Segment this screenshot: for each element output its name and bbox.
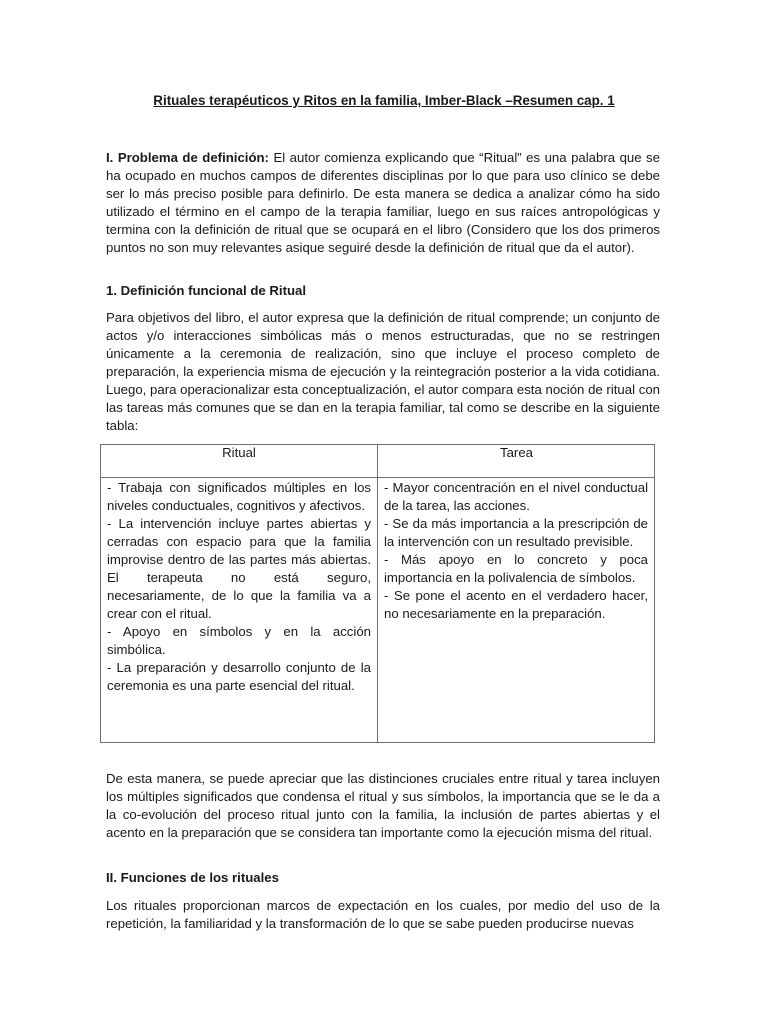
section-1-heading: I. Problema de definición:	[106, 150, 269, 165]
section-2-heading: II. Funciones de los rituales	[106, 870, 279, 885]
ritual-vs-tarea-table	[100, 444, 655, 743]
table-cell-tarea	[384, 479, 648, 623]
table-column-divider	[377, 445, 378, 742]
ritual-item: - Apoyo en símbolos y en la acción simbólica.	[107, 624, 371, 657]
section-1-text: El autor comienza explicando que “Ritual” es una palabra que se ha ocupado en muchos campos de diferentes disciplinas por lo que para uso clínico se debe ser lo más preciso posible para definirlo. De esta manera se dedica a analizar cómo ha sido utilizado el término en el campo de la terapia familiar, luego en sus raíces antropológicas y termina con la definición de ritual que se ocupará en el libro (Considero que los dos primeros puntos no son muy relevantes asique seguiré desde la definición de ritual que da el autor).	[106, 150, 660, 255]
section-1-paragraph	[106, 149, 660, 257]
ritual-item: - La intervención incluye partes abiertas y cerradas con espacio para que la familia improvise dentro de las partes más abiertas. El terapeuta no está seguro, necesariamente, de lo que la familia va a crear con el ritual.	[107, 516, 371, 621]
document-title: Rituales terapéuticos y Ritos en la familia, Imber-Black –Resumen cap. 1	[153, 93, 615, 108]
after-table-paragraph: De esta manera, se puede apreciar que las distinciones cruciales entre ritual y tarea incluyen los múltiples significados que condensa el ritual y sus símbolos, la importancia que se le da a la co-evolución del proceso ritual junto con la familia, la inclusión de partes abiertas y el acento en la preparación que se considera tan importante como la ejecución misma del ritual.	[106, 771, 660, 840]
ritual-item: - Trabaja con significados múltiples en los niveles conductuales, cognitivos y afectivos.	[107, 480, 371, 513]
tarea-item: - Mayor concentración en el nivel conductual de la tarea, las acciones.	[384, 480, 648, 513]
tarea-item: - Más apoyo en lo concreto y poca importancia en la polivalencia de símbolos.	[384, 552, 648, 585]
ritual-item: - La preparación y desarrollo conjunto de la ceremonia es una parte esencial del ritual.	[107, 660, 371, 693]
table-header-tarea: Tarea	[500, 445, 533, 460]
section-2-text: Los rituales proporcionan marcos de expectación en los cuales, por medio del uso de la repetición, la familiaridad y la transformación de lo que se sabe pueden producirse nuevas	[106, 898, 660, 931]
table-header-divider	[101, 477, 654, 478]
tarea-item: - Se pone el acento en el verdadero hacer, no necesariamente en la preparación.	[384, 588, 648, 621]
tarea-item: - Se da más importancia a la prescripción de la intervención con un resultado previsible.	[384, 516, 648, 549]
table-cell-ritual	[107, 479, 371, 695]
table-header-ritual: Ritual	[222, 445, 256, 460]
subsection-1-text: Para objetivos del libro, el autor expresa que la definición de ritual comprende; un conjunto de actos y/o interacciones simbólicas más o menos estructuradas, que no se restringen únicamente a la ceremonia de realización, sino que incluye el proceso completo de preparación, la experiencia misma de ejecución y la reintegración posterior a la vida cotidiana. Luego, para operacionalizar esta conceptualización, el autor compara esta noción de ritual con las tareas más comunes que se dan en la terapia familiar, tal como se describe en la siguiente tabla:	[106, 310, 660, 433]
subsection-1-heading: 1. Definición funcional de Ritual	[106, 283, 307, 298]
